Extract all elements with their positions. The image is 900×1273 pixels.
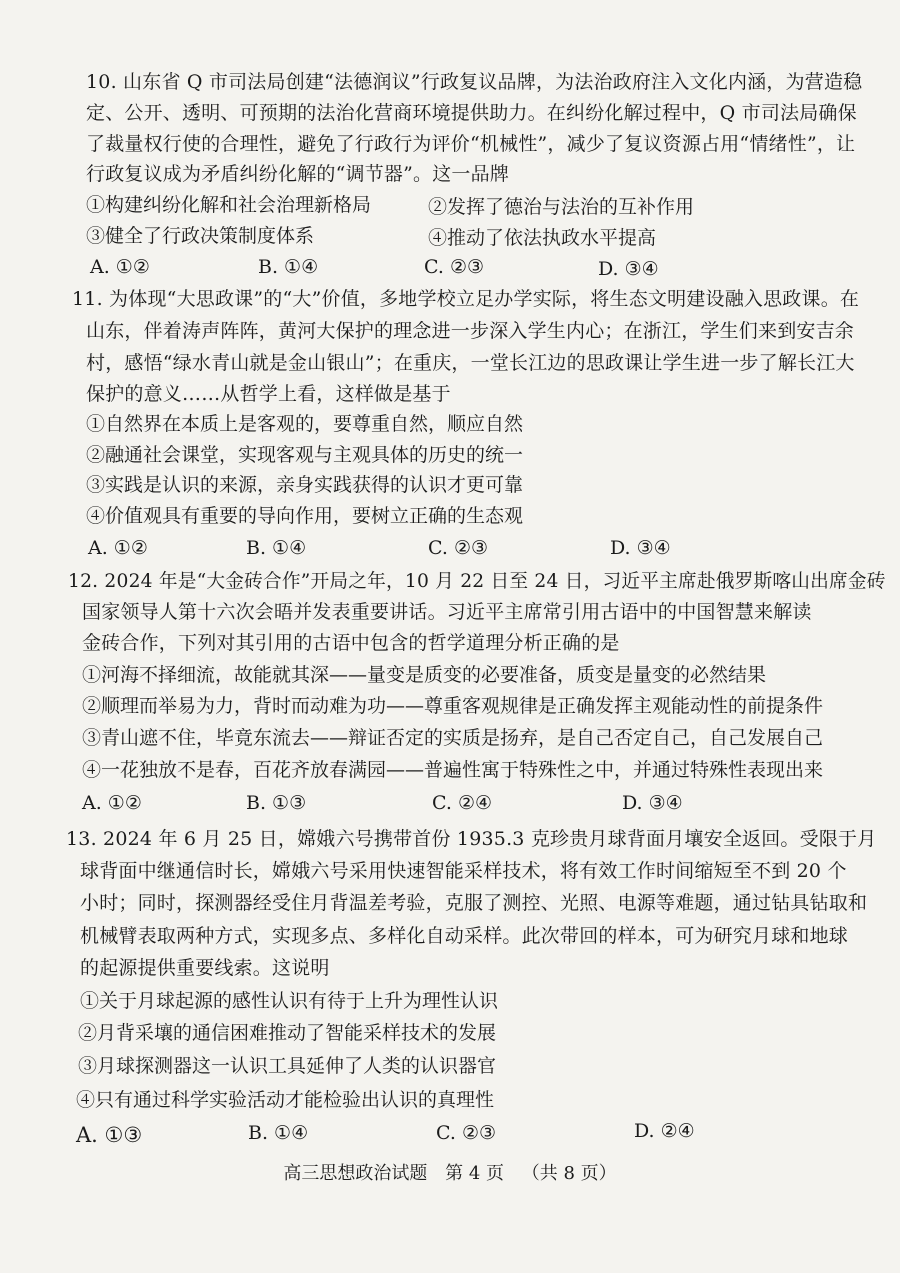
- question-12-stem-line: 12. 2024 年是“大金砖合作”开局之年，10 月 22 日至 24 日，习近平主席赴俄罗斯喀山出席金砖: [68, 570, 886, 592]
- question-11-choice-d: D. ③④: [610, 537, 671, 559]
- question-10-choice-b: B. ①④: [258, 256, 319, 278]
- question-11-statement: ④价值观具有重要的导向作用，要树立正确的生态观: [86, 505, 524, 527]
- question-11-stem-line: 村，感悟“绿水青山就是金山银山”；在重庆，一堂长江边的思政课让学生进一步了解长江大: [86, 352, 855, 374]
- question-11-stem-line: 保护的意义……从哲学上看，这样做是基于: [86, 383, 451, 405]
- question-12-statement: ①河海不择细流，故能就其深——量变是质变的必要准备，质变是量变的必然结果: [82, 664, 767, 686]
- question-12-choice-d: D. ③④: [622, 792, 683, 814]
- question-12-choice-a: A. ①②: [82, 792, 142, 814]
- question-13-choice-c: C. ②③: [436, 1122, 497, 1144]
- question-11-choice-b: B. ①④: [246, 537, 307, 559]
- question-11-statement: ①自然界在本质上是客观的，要尊重自然，顺应自然: [86, 413, 524, 435]
- question-13-statement: ②月背采壤的通信困难推动了智能采样技术的发展: [78, 1022, 497, 1044]
- question-12-choice-b: B. ①③: [246, 792, 307, 814]
- question-10-statement: ②发挥了德治与法治的互补作用: [428, 196, 695, 218]
- question-10-choice-c: C. ②③: [424, 256, 485, 278]
- question-12-stem-line: 国家领导人第十六次会晤并发表重要讲话。习近平主席常引用古语中的中国智慧来解读: [82, 601, 812, 623]
- question-13-stem-line: 13. 2024 年 6 月 25 日，嫦娥六号携带首份 1935.3 克珍贵月球背面月壤安全返回。受限于月: [66, 828, 877, 850]
- question-13-stem-line: 的起源提供重要线索。这说明: [80, 957, 330, 979]
- question-10-stem-line: 定、公开、透明、可预期的法治化营商环境提供助力。在纠纷化解过程中，Q 市司法局确保: [86, 102, 857, 124]
- question-10-stem-line: 了裁量权行使的合理性，避免了行政行为评价“机械性”，减少了复议资源占用“情绪性”，让: [86, 133, 856, 155]
- question-10-stem-line: 10. 山东省 Q 市司法局创建“法德润议”行政复议品牌，为法治政府注入文化内涵，为营造稳: [86, 71, 863, 93]
- question-13-stem-line: 小时；同时，探测器经受住月背温差考验，克服了测控、光照、电源等难题，通过钻具钻取和: [80, 892, 868, 914]
- footer-page-total: （共 8 页）: [521, 1163, 617, 1184]
- question-11-choice-c: C. ②③: [428, 537, 489, 559]
- question-13-statement: ③月球探测器这一认识工具延伸了人类的认识器官: [78, 1055, 497, 1077]
- question-11-choice-a: A. ①②: [88, 537, 148, 559]
- page-footer: [0, 1162, 900, 1186]
- question-13-choice-b: B. ①④: [248, 1122, 309, 1144]
- question-10-statement: ④推动了依法执政水平提高: [428, 227, 657, 249]
- question-11-statement: ②融通社会课堂，实现客观与主观具体的历史的统一: [86, 444, 524, 466]
- question-12-statement: ④一花独放不是春，百花齐放春满园——普遍性寓于特殊性之中，并通过特殊性表现出来: [82, 759, 824, 781]
- question-13-choice-a: A. ①③: [76, 1123, 143, 1147]
- question-13-choice-d: D. ②④: [634, 1120, 695, 1142]
- question-11-statement: ③实践是认识的来源，亲身实践获得的认识才更可靠: [86, 474, 524, 496]
- question-10-choice-a: A. ①②: [90, 256, 150, 278]
- question-13-stem-line: 机械臂表取两种方式，实现多点、多样化自动采样。此次带回的样本，可为研究月球和地球: [80, 925, 849, 947]
- footer-page-number: 第 4 页: [445, 1163, 504, 1184]
- question-13-statement: ①关于月球起源的感性认识有待于上升为理性认识: [80, 990, 499, 1012]
- question-11-stem-line: 山东，伴着涛声阵阵，黄河大保护的理念进一步深入学生内心；在浙江，学生们来到安吉余: [86, 320, 855, 342]
- question-13-stem-line: 球背面中继通信时长，嫦娥六号采用快速智能采样技术，将有效工作时间缩短至不到 20 个: [80, 860, 847, 882]
- footer-exam-title: 高三思想政治试题: [283, 1163, 428, 1184]
- question-10-stem-line: 行政复议成为矛盾纠纷化解的“调节器”。这一品牌: [86, 163, 510, 185]
- question-12-stem-line: 金砖合作，下列对其引用的古语中包含的哲学道理分析正确的是: [82, 632, 620, 654]
- question-10-statement: ③健全了行政决策制度体系: [86, 225, 315, 247]
- question-12-choice-c: C. ②④: [432, 792, 493, 814]
- question-12-statement: ③青山遮不住，毕竟东流去——辩证否定的实质是扬弃，是自己否定自己，自己发展自己: [82, 727, 824, 749]
- question-10-choice-d: D. ③④: [598, 258, 659, 280]
- question-13-statement: ④只有通过科学实验活动才能检验出认识的真理性: [76, 1089, 495, 1111]
- question-10-statement: ①构建纠纷化解和社会治理新格局: [86, 194, 372, 216]
- question-11-stem-line: 11. 为体现“大思政课”的“大”价值，多地学校立足办学实际，将生态文明建设融入思政课。在: [72, 288, 860, 310]
- question-12-statement: ②顺理而举易为力，背时而动难为功——尊重客观规律是正确发挥主观能动性的前提条件: [82, 695, 824, 717]
